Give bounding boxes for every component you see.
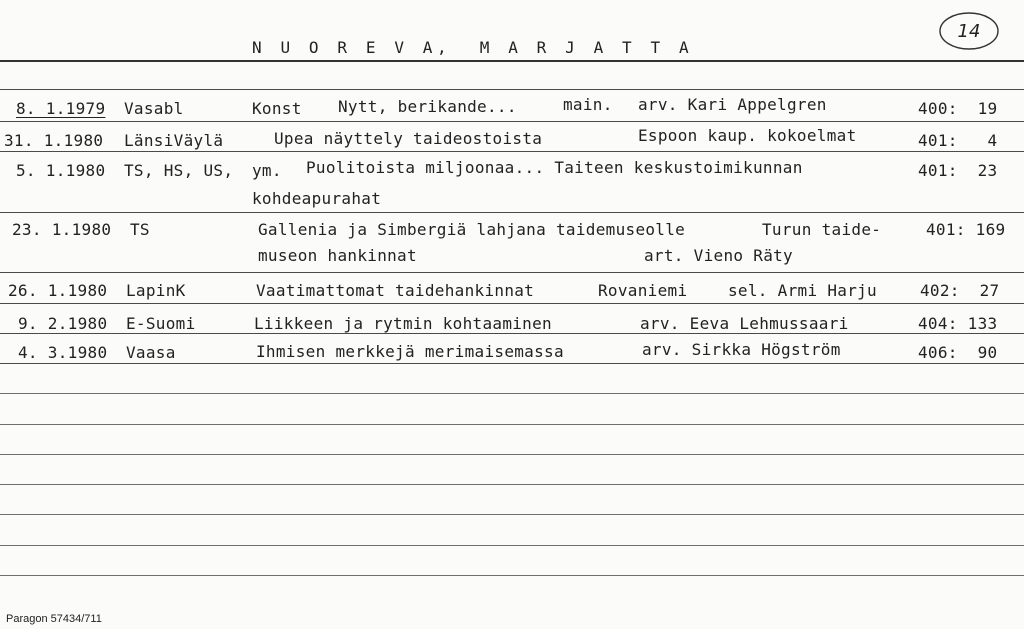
entry-source: TS bbox=[130, 220, 150, 239]
entry-text: Puolitoista miljoonaa... Taiteen keskustoimikunnan bbox=[306, 158, 803, 177]
entry-text: Vaatimattomat taidehankinnat bbox=[256, 281, 535, 300]
entry-text: Nytt, berikande... bbox=[338, 97, 517, 116]
entry-text: Turun taide- bbox=[762, 220, 882, 239]
entry-date: 9. 2.1980 bbox=[18, 314, 108, 333]
entry-text: Konst bbox=[252, 99, 302, 118]
rule-line bbox=[0, 484, 1024, 485]
rule-line bbox=[0, 545, 1024, 546]
rule-line bbox=[0, 424, 1024, 425]
entry-source: LänsiVäylä bbox=[124, 131, 224, 150]
entry-text: Rovaniemi bbox=[598, 281, 688, 300]
entry-source: Vaasa bbox=[126, 343, 176, 362]
entry-ref: 406: 90 bbox=[918, 343, 998, 362]
entry-source: TS, HS, US, bbox=[124, 161, 234, 180]
entry-source: Vasabl bbox=[124, 99, 184, 118]
entry-date: 4. 3.1980 bbox=[18, 343, 108, 362]
rule-line bbox=[0, 151, 1024, 152]
entry-ref: 401: 23 bbox=[918, 161, 998, 180]
rule-line bbox=[0, 272, 1024, 273]
rule-line bbox=[0, 393, 1024, 394]
entry-author: sel. Armi Harju bbox=[728, 281, 877, 300]
entry-ref: 402: 27 bbox=[920, 281, 1000, 300]
card-number: 14 bbox=[957, 21, 981, 42]
entry-date: 8. 1.1979 bbox=[16, 99, 106, 118]
card-number-badge bbox=[938, 10, 1000, 52]
rule-line bbox=[0, 454, 1024, 455]
rule-line bbox=[0, 575, 1024, 576]
rule-line bbox=[0, 89, 1024, 90]
header-rule bbox=[0, 60, 1024, 62]
rule-line bbox=[0, 333, 1024, 334]
rule-line bbox=[0, 514, 1024, 515]
entry-text-continued: museon hankinnat bbox=[258, 246, 417, 265]
entry-author: arv. Sirkka Högström bbox=[642, 340, 841, 359]
entry-text-continued: kohdeapurahat bbox=[252, 189, 382, 208]
entry-text: Liikkeen ja rytmin kohtaaminen bbox=[254, 314, 552, 333]
entry-ref: 400: 19 bbox=[918, 99, 998, 118]
entry-text: Upea näyttely taideostoista bbox=[274, 129, 543, 148]
rule-line bbox=[0, 303, 1024, 304]
entry-author: arv. Kari Appelgren bbox=[638, 95, 827, 114]
rule-line bbox=[0, 212, 1024, 213]
entry-date: 31. 1.1980 bbox=[4, 131, 104, 150]
entry-author: arv. Eeva Lehmussaari bbox=[640, 314, 849, 333]
entry-date: 23. 1.1980 bbox=[12, 220, 112, 239]
entry-ref: 401: 169 bbox=[926, 220, 1006, 239]
entry-text: main. bbox=[563, 95, 613, 114]
entry-ref: 404: 133 bbox=[918, 314, 998, 333]
card-title: N U O R E V A, M A R J A T T A bbox=[252, 38, 694, 57]
rule-line bbox=[0, 363, 1024, 364]
entry-date: 26. 1.1980 bbox=[8, 281, 108, 300]
entry-date: 5. 1.1980 bbox=[16, 161, 106, 180]
entry-source: E-Suomi bbox=[126, 314, 196, 333]
entry-source: LapinK bbox=[126, 281, 186, 300]
entry-text: Ihmisen merkkejä merimaisemassa bbox=[256, 342, 564, 361]
entry-author: Espoon kaup. kokoelmat bbox=[638, 126, 857, 145]
entry-text: ym. bbox=[252, 161, 282, 180]
entry-author: art. Vieno Räty bbox=[644, 246, 793, 265]
entry-text: Gallenia ja Simbergiä lahjana taidemuseolle bbox=[258, 220, 686, 239]
rule-line bbox=[0, 121, 1024, 122]
card-print-mark: Paragon 57434/711 bbox=[6, 613, 102, 625]
entry-ref: 401: 4 bbox=[918, 131, 998, 150]
